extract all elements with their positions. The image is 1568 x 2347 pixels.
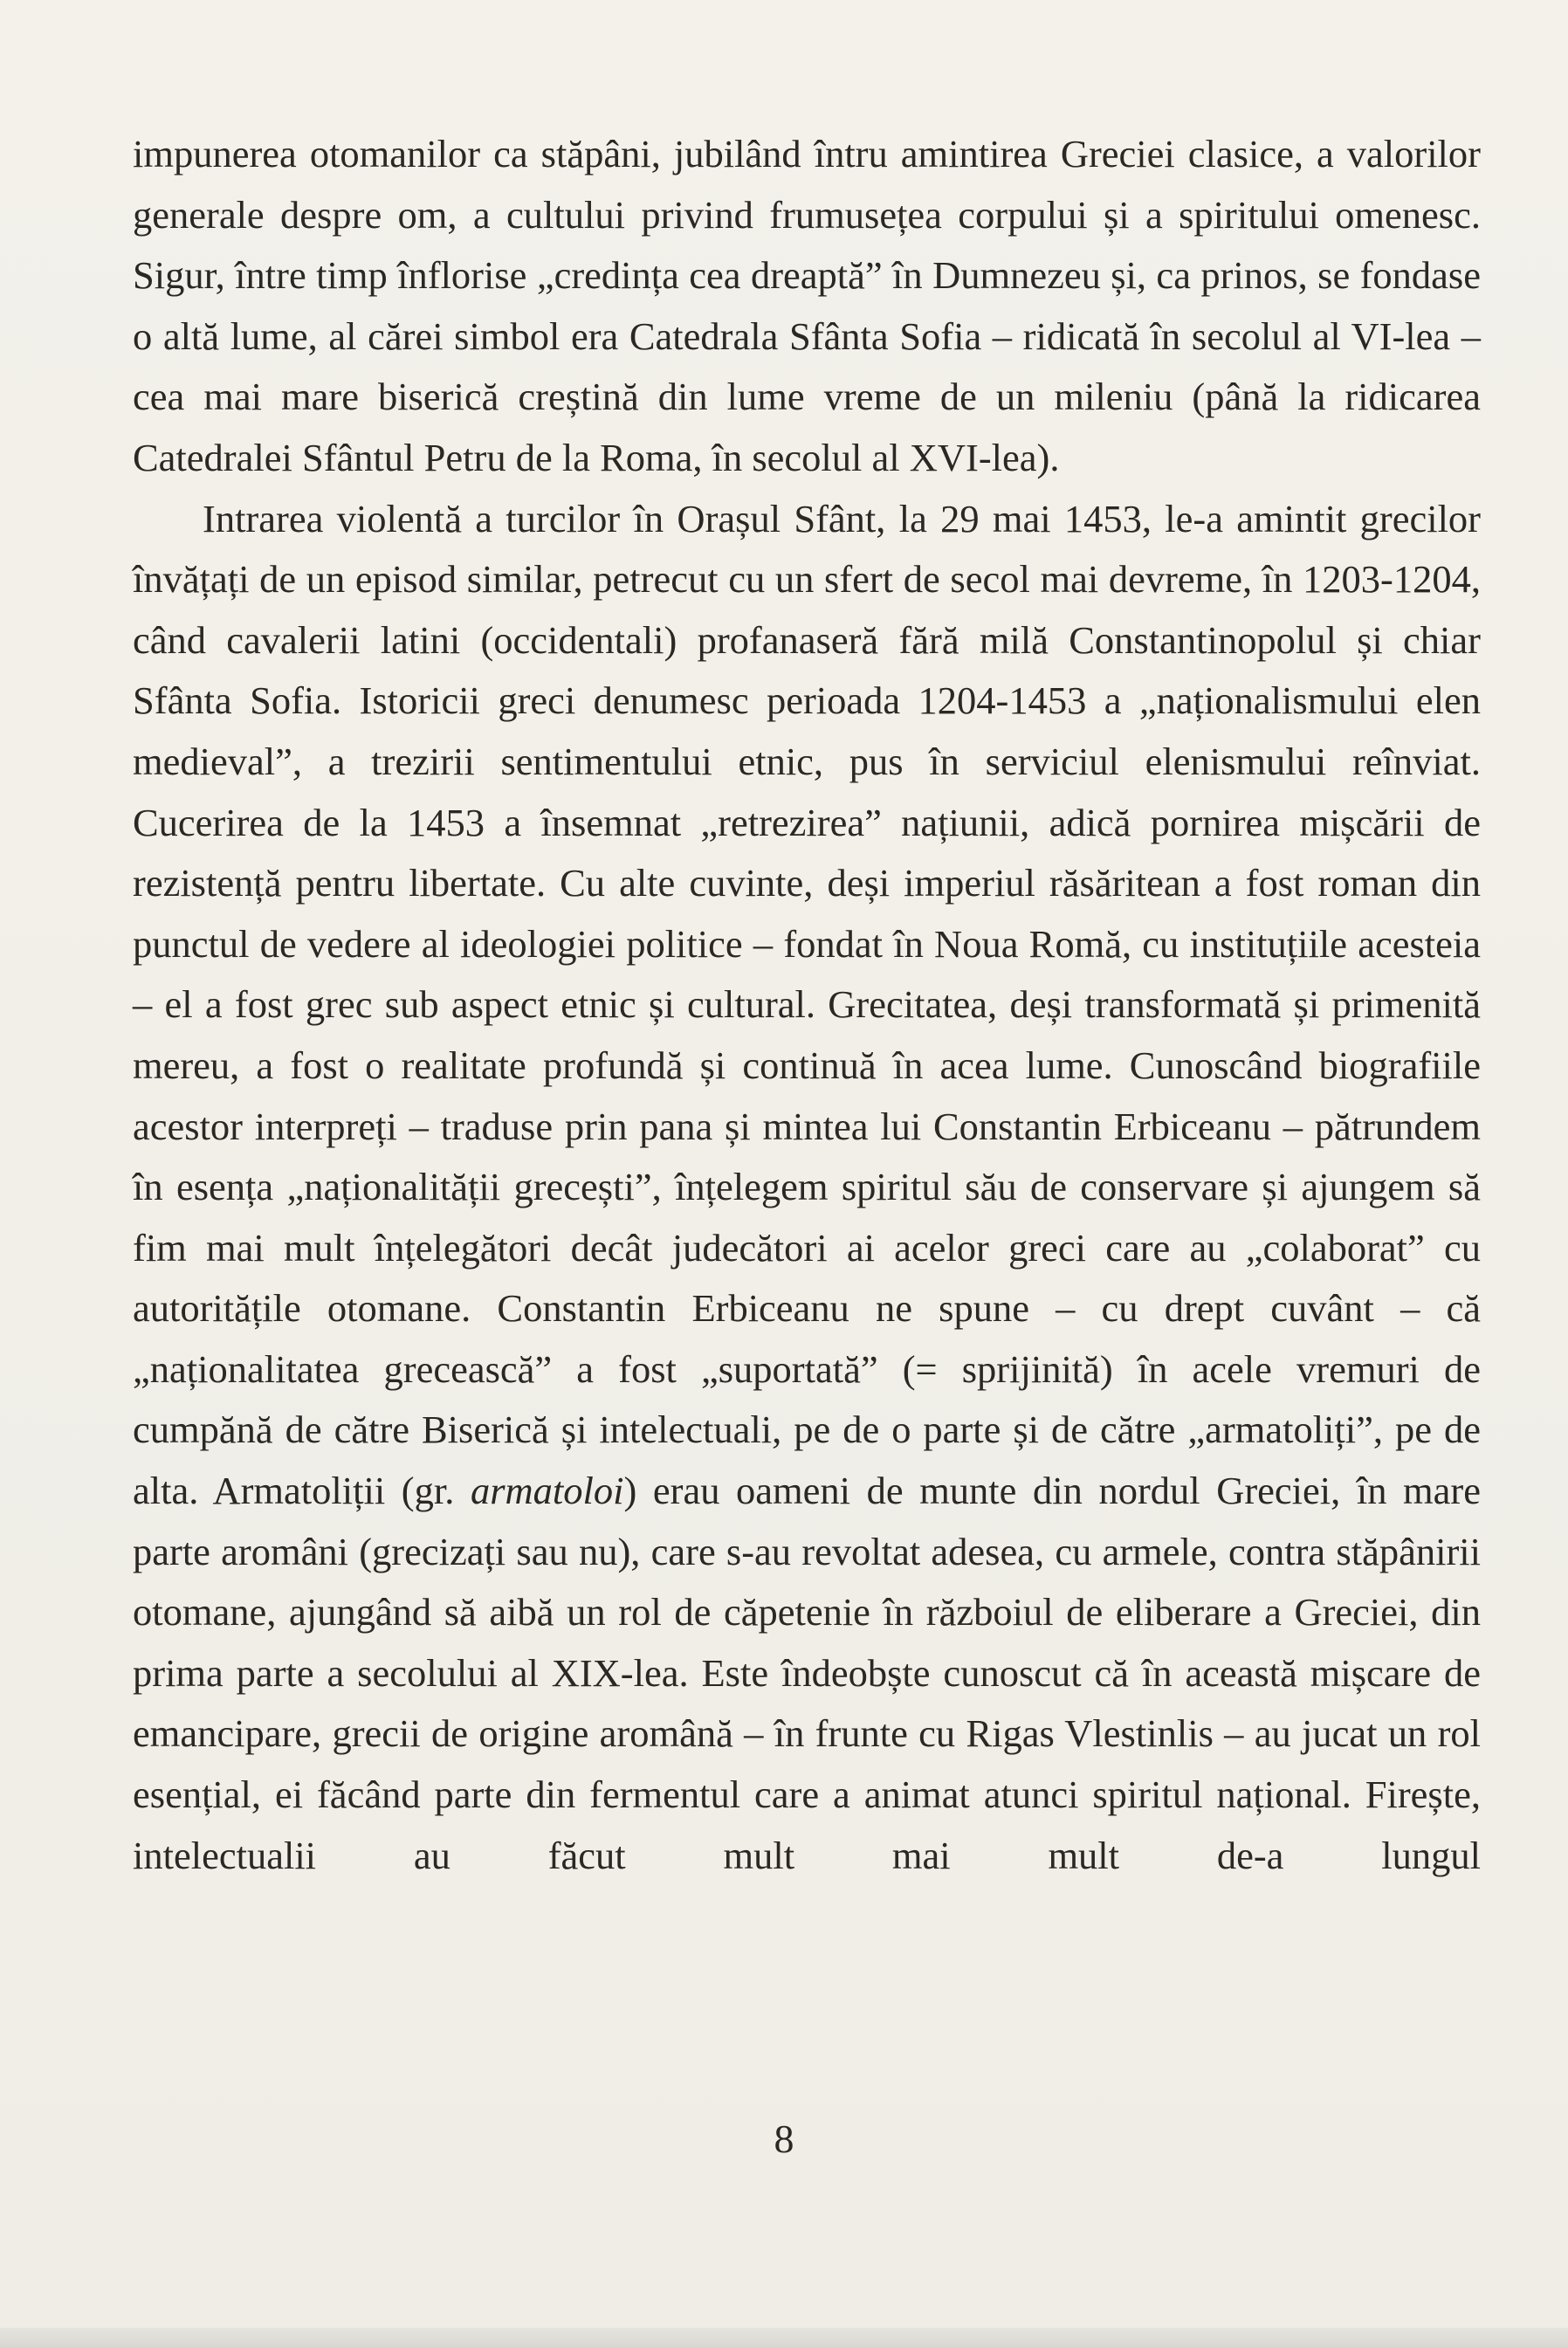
paragraph-2 <box>133 489 1481 1887</box>
body-text <box>133 124 1481 1886</box>
italic-term-armatoloi: armatoloi <box>470 1469 624 1513</box>
page-number: 8 <box>774 2116 794 2161</box>
page-bottom-edge <box>0 2328 1568 2347</box>
paragraph-2-text-a: Intrarea violentă a turcilor în Orașul Sfânt, la 29 mai 1453, le-a amintit grecilor învățați de un episod similar, petrecut cu un sfert de secol mai devreme, în 1203-1204, când cavalerii latini (occidentali) profanaseră fără milă Constantinopolul și chiar Sfânta Sofia. Istoricii greci denumesc perioada 1204-1453 a „naționalismului elen medieval”, a trezirii sentimentului etnic, pus în serviciul elenismului reînviat. Cucerirea de la 1453 a însemnat „retrezirea” națiunii, adică pornirea mișcării de rezistență pentru libertate. Cu alte cuvinte, deși imperiul răsăritean a fost roman din punctul de vedere al ideologiei politice – fondat în Noua Romă, cu instituțiile acesteia – el a fost grec sub aspect etnic și cultural. Grecitatea, deși transformată și primenită mereu, a fost o realitate profundă și continuă în acea lume. Cunoscând biografiile acestor interpreți – traduse prin pana și mintea lui Constantin Erbiceanu – pătrundem în esența „naționalității grecești”, înțelegem spiritul său de conservare și ajungem să fim mai mult înțelegători decât judecători ai acelor greci care au „colaborat” cu autoritățile otomane. Constantin Erbiceanu ne spune – cu drept cuvânt – că „naționalitatea grecească” a fost „suportată” (= sprijinită) în acele vremuri de cumpănă de către Biserică și intelectuali, pe de o parte și de către „armatoliți”, pe de alta. Armatoliții (gr. <box>133 496 1481 1513</box>
paragraph-1: impunerea otomanilor ca stăpâni, jubilând întru amintirea Greciei clasice, a valorilor generale despre om, a cultului privind frumusețea corpului și a spiritului omenesc. Sigur, între timp înflorise „credința cea dreaptă” în Dumnezeu și, ca prinos, se fondase o altă lume, al cărei simbol era Catedrala Sfânta Sofia – ridicată în secolul al VI-lea – cea mai mare biserică creștină din lume vreme de un mileniu (până la ridicarea Catedralei Sfântul Petru de la Roma, în secolul al XVI-lea). <box>133 132 1481 479</box>
paragraph-2-text-b: ) erau oameni de munte din nordul Greciei, în mare parte aromâni (grecizați sau nu), care s-au revoltat adesea, cu armele, contra stăpânirii otomane, ajungând să aibă un rol de căpetenie în războiul de eliberare a Greciei, din prima parte a secolului al XIX-lea. Este îndeobște cunoscut că în această mișcare de emancipare, grecii de origine aromână – în frunte cu Rigas Vlestinlis – au jucat un rol esențial, ei făcând parte din fermentul care a animat atunci spiritul național. Firește, intelectualii au făcut mult mai mult de-a lungul <box>133 1469 1481 1877</box>
